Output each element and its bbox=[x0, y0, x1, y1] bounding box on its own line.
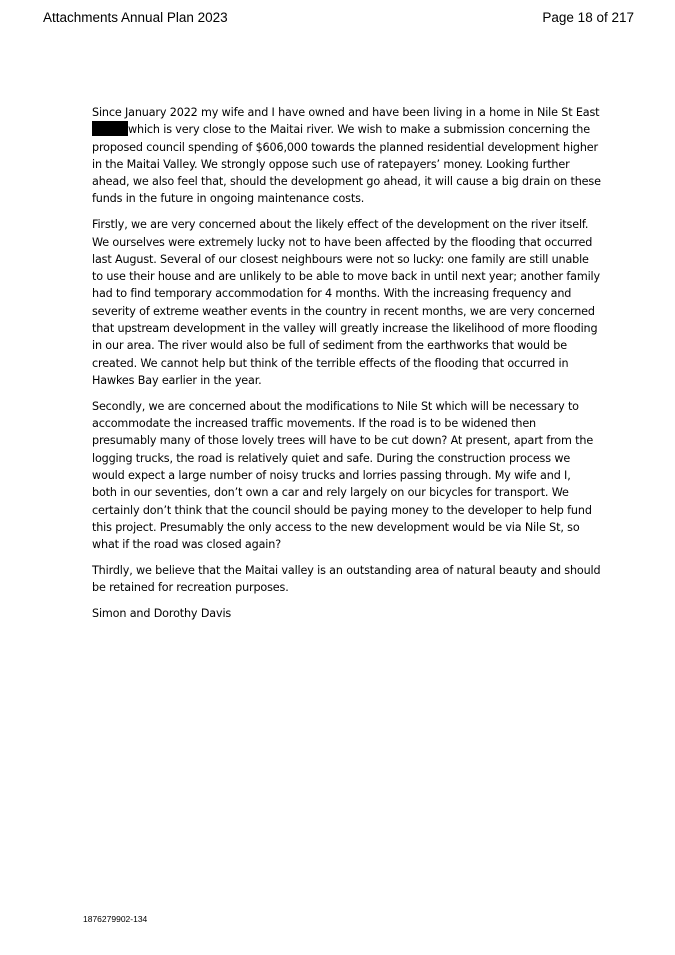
text-line: this project. Presumably the only access to the new development would be via Nile St, so bbox=[92, 520, 580, 534]
text-line: ahead, we also feel that, should the development go ahead, it will cause a big drain on these bbox=[92, 175, 601, 189]
redaction-block bbox=[92, 121, 128, 136]
paragraph bbox=[92, 216, 600, 389]
text-line: We ourselves were extremely lucky not to have been affected by the flooding that occurred bbox=[92, 235, 593, 249]
text-line: funds in the future in ongoing maintenance costs. bbox=[92, 192, 365, 206]
paragraph bbox=[92, 562, 601, 597]
text-line: created. We cannot help but think of the terrible effects of the flooding that occurred in bbox=[92, 356, 569, 370]
text-line: last August. Several of our closest neighbours were not so lucky: one family are still unable bbox=[92, 252, 589, 266]
text-line: severity of extreme weather events in the country in recent months, we are very concerned bbox=[92, 304, 595, 318]
text-line: what if the road was closed again? bbox=[92, 538, 281, 552]
text-line: proposed council spending of $606,000 towards the planned residential development higher bbox=[92, 140, 598, 154]
text-line: Firstly, we are very concerned about the likely effect of the development on the river itself. bbox=[92, 218, 589, 232]
paragraph bbox=[92, 398, 592, 554]
text-line: had to find temporary accommodation for 4 months. With the increasing frequency and bbox=[92, 287, 572, 301]
text-line: Since January 2022 my wife and I have owned and have been living in a home in Nile St East bbox=[92, 106, 600, 119]
text-line: to use their house and are unlikely to be able to move back in until next year; another family bbox=[92, 270, 600, 284]
document-title: Attachments Annual Plan 2023 bbox=[43, 10, 228, 25]
text-line: logging trucks, the road is relatively quiet and safe. During the construction process we bbox=[92, 451, 571, 465]
page-number: Page 18 of 217 bbox=[542, 10, 634, 25]
text-line: presumably many of those lovely trees will have to be cut down? At present, apart from the bbox=[92, 434, 594, 448]
text-line: be retained for recreation purposes. bbox=[92, 581, 289, 595]
text-line: Hawkes Bay earlier in the year. bbox=[92, 373, 262, 387]
signature bbox=[92, 605, 592, 622]
signature-text: Simon and Dorothy Davis bbox=[92, 607, 232, 621]
text-line: accommodate the increased traffic movements. If the road is to be widened then bbox=[92, 417, 536, 431]
text-line: in our area. The river would also be full of sediment from the earthworks that would be bbox=[92, 339, 567, 353]
text-line: Thirdly, we believe that the Maitai valley is an outstanding area of natural beauty and should bbox=[92, 563, 601, 577]
text-line: that upstream development in the valley will greatly increase the likelihood of more flooding bbox=[92, 322, 598, 336]
text-line: both in our seventies, don’t own a car and rely largely on our bicycles for transport. We bbox=[92, 486, 569, 500]
text-line: certainly don’t think that the council should be paying money to the developer to help fund bbox=[92, 503, 592, 517]
text-fragment: which is very close to the Maitai river. We wish to make a submission concerning the bbox=[128, 123, 590, 137]
paragraph bbox=[92, 104, 601, 208]
text-line: would expect a large number of noisy trucks and lorries passing through. My wife and I, bbox=[92, 468, 571, 482]
document-reference: 1876279902-134 bbox=[83, 914, 148, 924]
letter-body bbox=[92, 104, 601, 631]
text-line: in the Maitai Valley. We strongly oppose such use of ratepayers’ money. Looking further bbox=[92, 157, 570, 171]
text-line bbox=[92, 121, 592, 138]
text-line: Secondly, we are concerned about the modifications to Nile St which will be necessary to bbox=[92, 399, 579, 413]
